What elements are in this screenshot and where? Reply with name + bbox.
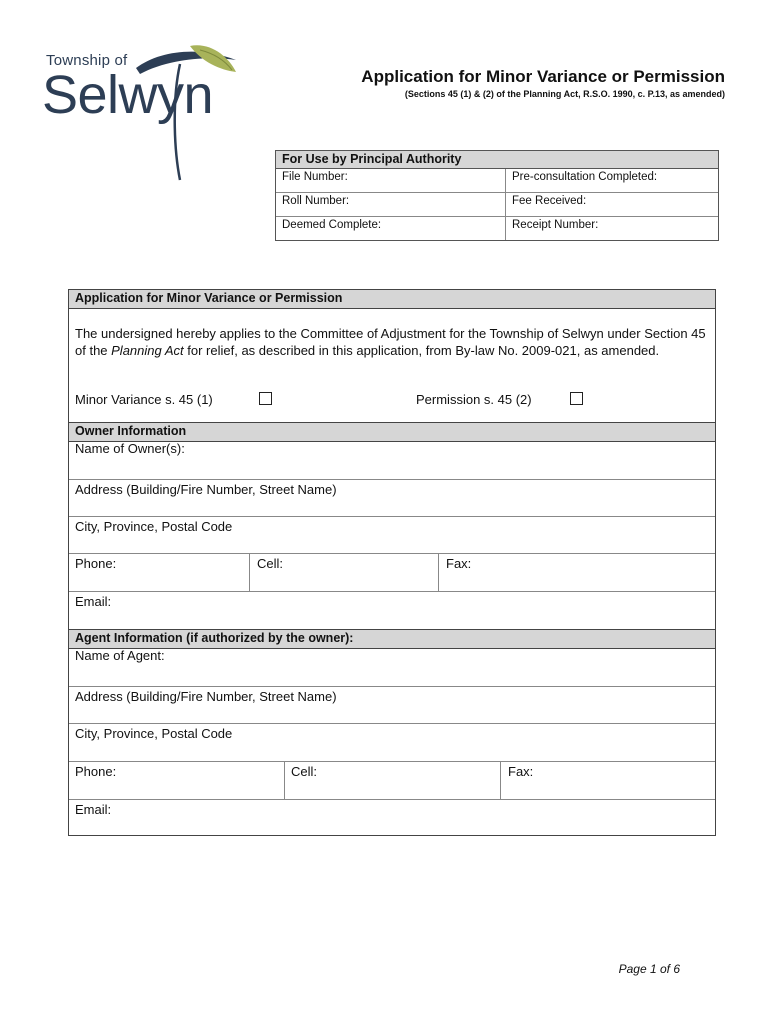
logo-name-text: Selwyn xyxy=(42,65,214,125)
owner-address-field[interactable] xyxy=(69,479,715,517)
deemed-complete-field[interactable]: Deemed Complete: xyxy=(276,217,506,240)
agent-city-label: City, Province, Postal Code xyxy=(75,726,233,741)
roll-number-field[interactable]: Roll Number: xyxy=(276,193,506,216)
page-number: Page 1 of 6 xyxy=(618,962,680,976)
agent-cell-label: Cell: xyxy=(291,764,318,779)
application-form xyxy=(68,289,716,836)
minor-variance-label: Minor Variance s. 45 (1) xyxy=(75,392,213,407)
pre-consultation-field[interactable]: Pre-consultation Completed: xyxy=(512,171,658,183)
table-row xyxy=(276,169,718,193)
application-intro xyxy=(75,325,709,359)
divider xyxy=(438,553,439,592)
owner-cell-label: Cell: xyxy=(257,556,284,571)
owner-email-label: Email: xyxy=(75,594,112,609)
agent-phone-label: Phone: xyxy=(75,764,117,779)
leaf-icon xyxy=(40,40,250,185)
page-title: Application for Minor Variance or Permission xyxy=(361,67,725,86)
divider xyxy=(284,761,285,800)
application-heading: Application for Minor Variance or Permission xyxy=(69,289,715,309)
agent-email-field[interactable] xyxy=(69,799,715,835)
owner-name-field[interactable] xyxy=(69,442,715,480)
agent-name-label: Name of Agent: xyxy=(75,648,165,663)
owner-email-field[interactable] xyxy=(69,591,715,629)
intro-text-2: for relief, as described in this application, from By-law No. 2009-021, as amended. xyxy=(183,343,660,358)
owner-phone-row xyxy=(69,553,715,592)
agent-name-field[interactable] xyxy=(69,649,715,687)
logo-township-text: Township of xyxy=(46,52,128,69)
agent-email-label: Email: xyxy=(75,802,112,817)
table-row xyxy=(276,193,718,217)
minor-variance-checkbox[interactable] xyxy=(259,392,272,405)
owner-phone-label: Phone: xyxy=(75,556,117,571)
divider xyxy=(249,553,250,592)
township-logo xyxy=(40,40,250,185)
owner-address-label: Address (Building/Fire Number, Street Name) xyxy=(75,482,337,497)
owner-name-label: Name of Owner(s): xyxy=(75,441,185,456)
principal-authority-heading: For Use by Principal Authority xyxy=(276,151,718,169)
owner-city-field[interactable] xyxy=(69,516,715,554)
agent-phone-row xyxy=(69,761,715,800)
page-subtitle: (Sections 45 (1) & (2) of the Planning Act, R.S.O. 1990, c. P.13, as amended) xyxy=(404,89,725,99)
agent-address-field[interactable] xyxy=(69,686,715,724)
owner-fax-label: Fax: xyxy=(446,556,472,571)
owner-heading: Owner Information xyxy=(69,422,715,442)
fee-received-field[interactable]: Fee Received: xyxy=(512,195,587,207)
permission-label: Permission s. 45 (2) xyxy=(416,392,532,407)
intro-act-name: Planning Act xyxy=(111,343,184,358)
agent-address-label: Address (Building/Fire Number, Street Name) xyxy=(75,689,337,704)
table-row xyxy=(276,217,718,240)
divider xyxy=(500,761,501,800)
permission-checkbox[interactable] xyxy=(570,392,583,405)
principal-authority-table xyxy=(275,150,719,241)
receipt-number-field[interactable]: Receipt Number: xyxy=(512,219,599,231)
agent-city-field[interactable] xyxy=(69,723,715,762)
owner-city-label: City, Province, Postal Code xyxy=(75,519,233,534)
agent-fax-label: Fax: xyxy=(508,764,534,779)
agent-heading: Agent Information (if authorized by the owner): xyxy=(69,629,715,649)
intro-text-1: The undersigned hereby applies to the Committee of Adjustment for the Township of Selwyn under Section 45 of the xyxy=(75,326,706,358)
file-number-field[interactable]: File Number: xyxy=(276,169,506,192)
